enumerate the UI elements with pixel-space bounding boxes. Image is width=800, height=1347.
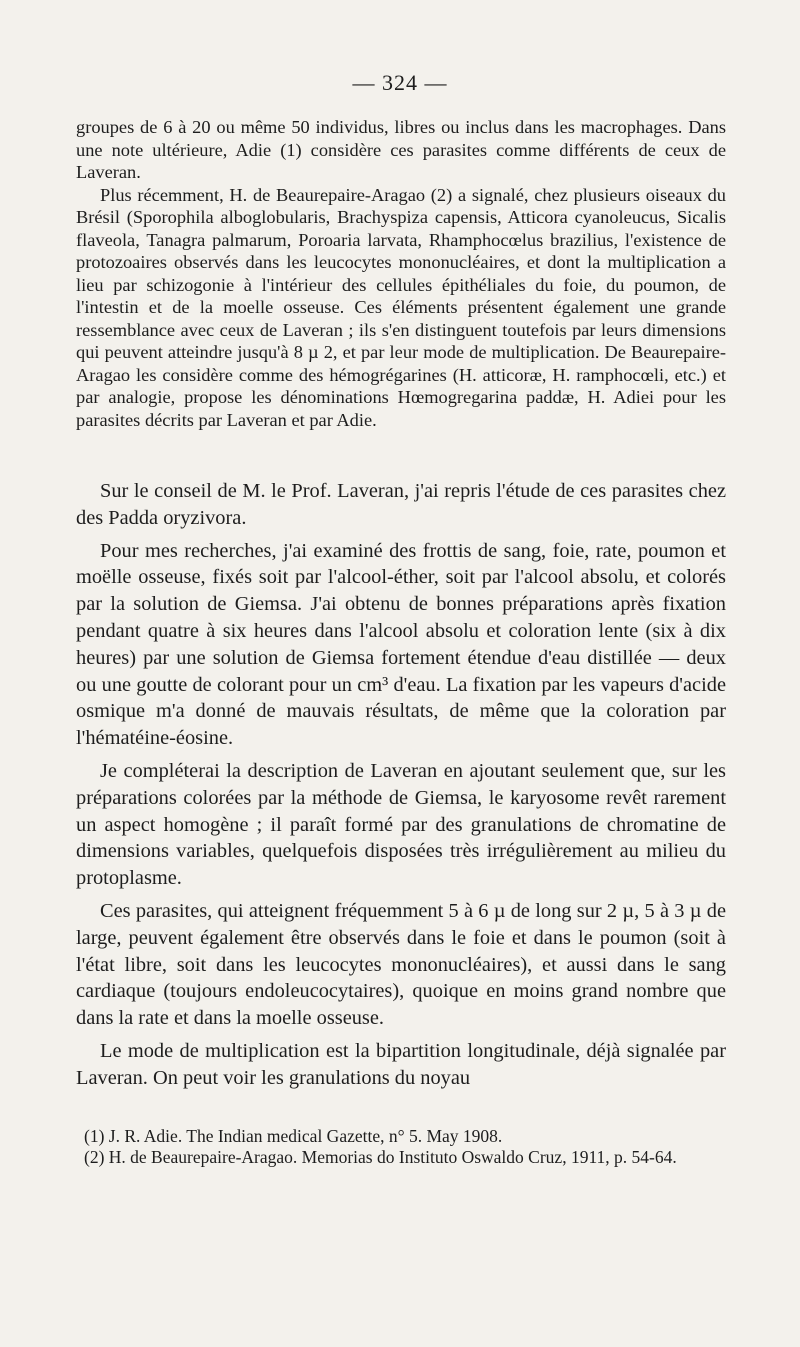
paragraph-3: Sur le conseil de M. le Prof. Laveran, j'ai repris l'étude de ces parasites chez des Padda oryzivora. — [76, 480, 726, 529]
page-number: — 324 — — [352, 70, 448, 95]
paragraph-1: groupes de 6 à 20 ou même 50 individus, libres ou inclus dans les macrophages. Dans une note ultérieure, Adie (1) considère ces parasites comme différents de ceux de Laveran. — [76, 117, 726, 182]
footnote-1: (1) J. R. Adie. The Indian medical Gazette, n° 5. May 1908. — [84, 1126, 503, 1146]
paragraph-6: Ces parasites, qui atteignent fréquemment 5 à 6 µ de long sur 2 µ, 5 à 3 µ de large, peuvent également être observés dans le foie et dans le poumon (soit à l'état libre, soit dans les leucocytes mononucléaires), et aussi dans le sang cardiaque (toujours endoleucocytaires), quoique en moins grand nombre que dans la rate et dans la moelle osseuse. — [76, 899, 726, 1030]
paragraph-7: Le mode de multiplication est la bipartition longitudinale, déjà signalée par Laveran. On peut voir les granulations du noyau — [76, 1039, 726, 1089]
previous-section-text — [76, 116, 726, 431]
footnotes — [76, 1126, 726, 1168]
main-text — [76, 478, 726, 1098]
paragraph-2: Plus récemment, H. de Beaurepaire-Aragao (2) a signalé, chez plusieurs oiseaux du Brésil (Sporophila alboglobularis, Brachyspiza capensis, Atticora cyanoleucus, Sicalis flaveola, Tanagra palmarum, Poroaria larvata, Rhamphocœlus brazilius, l'existence de protozoaires observés dans les leucocytes mononucléaires, et dont la multiplication a lieu par schizogonie à l'intérieur des cellules épithéliales du foie, du poumon, de l'intestin et de la moelle osseuse. Ces éléments présentent également une grande ressemblance avec ceux de Laveran ; ils s'en distinguent toutefois par leurs dimensions qui peuvent atteindre jusqu'à 8 µ 2, et par leur mode de multiplication. De Beaurepaire-Aragao les considère comme des hémogrégarines (H. atticoræ, H. ramphocœli, etc.) et par analogie, propose les dénominations Hœmogregarina paddæ, H. Adiei pour les parasites décrits par Laveran et par Adie. — [76, 184, 726, 430]
paragraph-5: Je compléterai la description de Laveran en ajoutant seulement que, sur les préparations colorées par la méthode de Giemsa, le karyosome revêt rarement un aspect homogène ; il paraît formé par des granulations de chromatine de dimensions variables, quelquefois disposées très irrégulièrement au milieu du protoplasme. — [76, 759, 726, 890]
paragraph-4: Pour mes recherches, j'ai examiné des frottis de sang, foie, rate, poumon et moëlle osseuse, fixés soit par l'alcool-éther, soit par l'alcool absolu, et colorés par la solution de Giemsa. J'ai obtenu de bonnes préparations après fixation pendant quatre à six heures dans l'alcool absolu et coloration lente (six à dix heures) par une solution de Giemsa fortement étendue d'eau distillée — deux ou une goutte de colorant pour un cm³ d'eau. La fixation par les vapeurs d'acide osmique m'a donné de mauvais résultats, de même que la coloration par l'hématéine-éosine. — [76, 539, 726, 750]
footnote-2: (2) H. de Beaurepaire-Aragao. Memorias do Instituto Oswaldo Cruz, 1911, p. 54-64. — [84, 1147, 677, 1167]
